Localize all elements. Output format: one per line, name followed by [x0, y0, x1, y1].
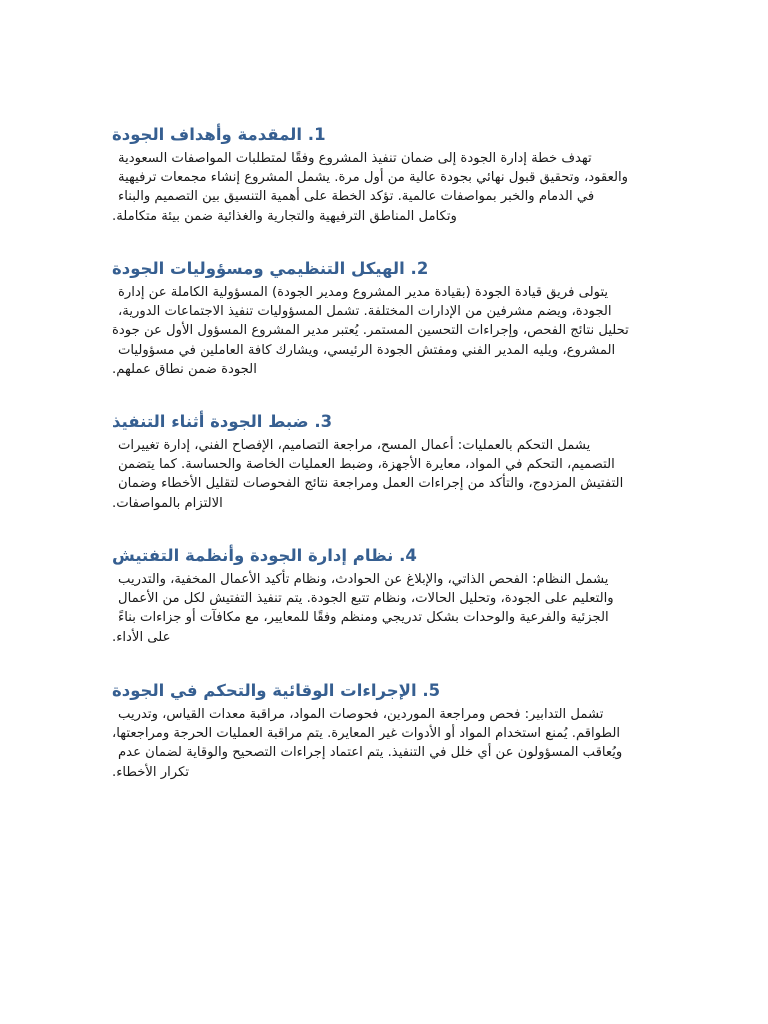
section-heading: [112, 679, 654, 703]
section-5: [112, 679, 654, 782]
paragraph-line: والتعليم على الجودة، وتحليل الحالات، ونظام تتبع الجودة. يتم تنفيذ التفتيش لكل من الأعمال: [118, 591, 614, 607]
paragraph-line: الجودة ضمن نطاق عملهم.: [112, 361, 257, 377]
paragraph-line: تكرار الأخطاء.: [112, 764, 190, 780]
section-number: 4.: [399, 546, 417, 565]
paragraph-line: الجودة، ويضم مشرفين من الإدارات المختلفة. تشمل المسؤوليات تنفيذ الاجتماعات الدورية،: [118, 304, 612, 320]
paragraph-line: المشروع، ويليه المدير الفني ومفتش الجودة الرئيسي، ويشارك كافة العاملين في مسؤوليات: [118, 342, 616, 358]
section-number: 5.: [422, 681, 441, 700]
paragraph-line: في الدمام والخبر بمواصفات عالمية. تؤكد الخطة على أهمية التنسيق بين التصميم والبناء: [118, 189, 595, 205]
section-paragraph: [112, 436, 654, 513]
section-paragraph: [112, 283, 654, 379]
section-number: 3.: [314, 412, 333, 431]
section-title: الهيكل التنظيمي ومسؤوليات الجودة: [112, 259, 405, 278]
section-title: ضبط الجودة أثناء التنفيذ: [112, 412, 309, 431]
section-4: [112, 544, 654, 647]
paragraph-line: والعقود، وتحقيق قبول نهائي بجودة عالية من أول مرة. يشمل المشروع إنشاء مجمعات ترفيهية: [118, 170, 629, 186]
paragraph-line: الطواقم. يُمنع استخدام المواد أو الأدوات غير المعايرة. يتم مراقبة العمليات الحرجة ومراجعتها،: [112, 726, 621, 742]
paragraph-line: على الأداء.: [112, 629, 171, 645]
section-paragraph: [112, 149, 654, 226]
section-paragraph: [112, 705, 654, 782]
paragraph-line: وتكامل المناطق الترفيهية والتجارية والغذائية ضمن بيئة متكاملة.: [112, 208, 457, 224]
section-1: [112, 123, 654, 226]
paragraph-line: التصميم، التحكم في المواد، معايرة الأجهزة، وضبط العمليات الخاصة والحساسة. كما يتضمن: [118, 457, 615, 473]
section-heading: [112, 257, 654, 281]
paragraph-line: الجزئية والفرعية والوحدات بشكل تدريجي ومنظم وفقًا للمعايير، مع مكافآت أو جزاءات بناءً: [118, 610, 609, 626]
section-3: [112, 410, 654, 513]
section-title: المقدمة وأهداف الجودة: [112, 125, 303, 144]
section-heading: [112, 410, 654, 434]
paragraph-line: ويُعاقب المسؤولون عن أي خلل في التنفيذ. يتم اعتماد إجراءات التصحيح والوقاية لضمان عدم: [118, 745, 623, 761]
paragraph-line: الالتزام بالمواصفات.: [112, 495, 223, 511]
paragraph-line: التفتيش المزدوج، والتأكد من إجراءات العمل ومراجعة نتائج الفحوصات لتقليل الأخطاء وضمان: [118, 476, 624, 492]
section-number: 2.: [410, 259, 429, 278]
section-heading: [112, 123, 654, 147]
paragraph-line: تهدف خطة إدارة الجودة إلى ضمان تنفيذ المشروع وفقًا لمتطلبات المواصفات السعودية: [118, 151, 592, 166]
section-title: نظام إدارة الجودة وأنظمة التفتيش: [112, 546, 394, 565]
section-2: [112, 257, 654, 379]
paragraph-line: يتولى فريق قيادة الجودة (بقيادة مدير المشروع ومدير الجودة) المسؤولية الكاملة عن إدارة: [118, 285, 609, 300]
section-number: 1.: [307, 125, 326, 144]
section-paragraph: [112, 570, 654, 647]
paragraph-line: تحليل نتائج الفحص، وإجراءات التحسين المستمر. يُعتبر مدير المشروع المسؤول الأول عن جودة: [112, 323, 629, 339]
paragraph-line: يشمل النظام: الفحص الذاتي، والإبلاغ عن الحوادث، ونظام تأكيد الأعمال المخفية، والتدريب: [118, 572, 609, 587]
section-title: الإجراءات الوقائية والتحكم في الجودة: [112, 681, 417, 700]
paragraph-line: تشمل التدابير: فحص ومراجعة الموردين، فحوصات المواد، مراقبة معدات القياس، وتدريب: [118, 707, 604, 722]
paragraph-line: يشمل التحكم بالعمليات: أعمال المسح، مراجعة التصاميم، الإفصاح الفني، إدارة تغييرات: [118, 438, 591, 453]
section-heading: [112, 544, 654, 568]
